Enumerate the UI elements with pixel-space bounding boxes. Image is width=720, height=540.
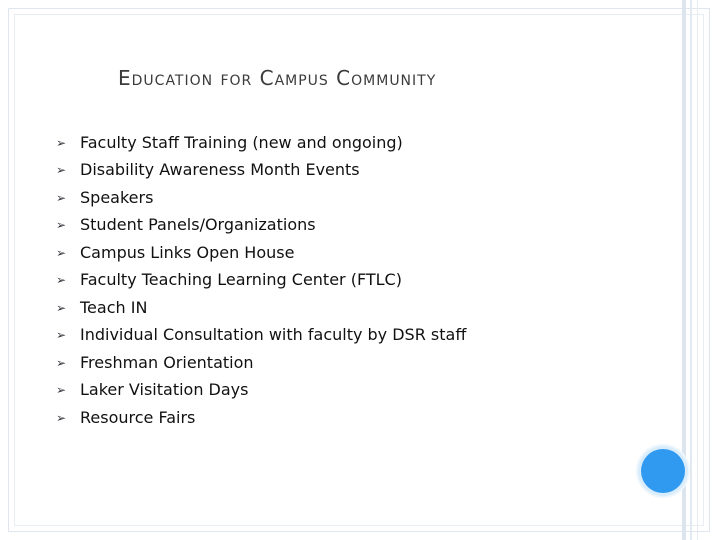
list-item <box>56 377 466 405</box>
list-item-text: Individual Consultation with faculty by DSR staff <box>80 325 467 345</box>
slide-title: Education for Campus Community <box>118 66 437 90</box>
arrowhead-bullet-icon: ➢ <box>56 355 67 370</box>
arrowhead-bullet-icon: ➢ <box>56 328 67 343</box>
list-item-text: Laker Visitation Days <box>80 380 249 400</box>
list-item-text: Campus Links Open House <box>80 242 295 262</box>
decorative-rule <box>697 0 698 540</box>
list-item <box>56 322 466 350</box>
list-item <box>56 267 466 295</box>
list-item-text: Freshman Orientation <box>80 352 254 372</box>
arrowhead-bullet-icon: ➢ <box>56 245 67 260</box>
list-item-text: Faculty Teaching Learning Center (FTLC) <box>80 270 402 290</box>
arrowhead-bullet-icon: ➢ <box>56 300 67 315</box>
list-item <box>56 184 466 212</box>
arrowhead-bullet-icon: ➢ <box>56 135 67 150</box>
list-item <box>56 129 466 157</box>
list-item-text: Resource Fairs <box>80 407 196 427</box>
bullet-list <box>56 129 466 432</box>
arrowhead-bullet-icon: ➢ <box>56 383 67 398</box>
list-item <box>56 294 466 322</box>
decorative-circle <box>641 449 685 493</box>
list-item-text: Disability Awareness Month Events <box>80 160 360 180</box>
list-item <box>56 212 466 240</box>
arrowhead-bullet-icon: ➢ <box>56 273 67 288</box>
list-item <box>56 239 466 267</box>
list-item <box>56 349 466 377</box>
list-item-text: Student Panels/Organizations <box>80 215 316 235</box>
list-item <box>56 404 466 432</box>
list-item <box>56 157 466 185</box>
list-item-text: Speakers <box>80 187 154 207</box>
decorative-rule <box>690 0 692 540</box>
list-item-text: Faculty Staff Training (new and ongoing) <box>80 132 403 152</box>
arrowhead-bullet-icon: ➢ <box>56 190 67 205</box>
arrowhead-bullet-icon: ➢ <box>56 410 67 425</box>
arrowhead-bullet-icon: ➢ <box>56 218 67 233</box>
list-item-text: Teach IN <box>80 297 148 317</box>
arrowhead-bullet-icon: ➢ <box>56 163 67 178</box>
decorative-rule <box>682 0 686 540</box>
